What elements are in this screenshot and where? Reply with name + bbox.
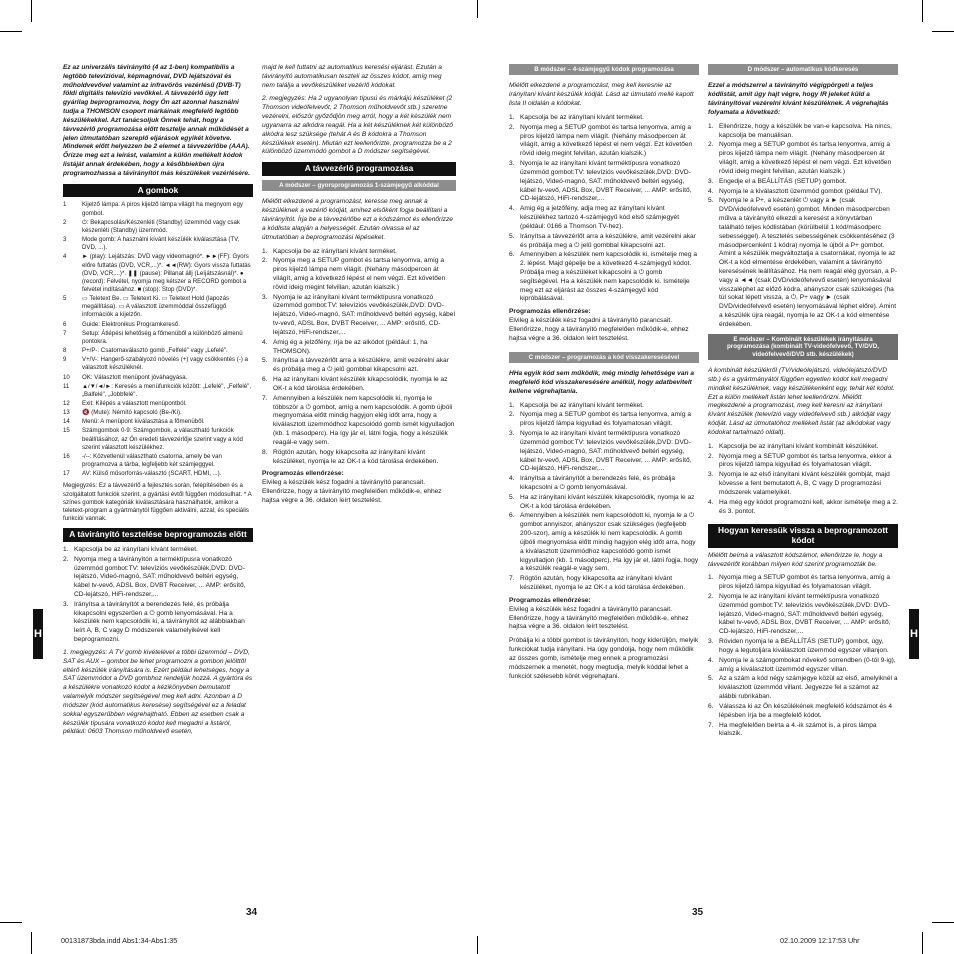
list-item-number: 9	[63, 356, 67, 364]
list-item	[63, 427, 253, 451]
list-item-text: Nyomja le az irányítani kívánt terméktípusra vonatkozó üzemmód gombot:TV: televíziós vevőkészülék,DVD: DVD-lejátszó, Videó-magnó, SAT: műholdvevő beltéri egység, kábel tv-vevő, ADSL Box, DVBT Receiver, ... AMP: erősítő, CD-lejátszó, HiFi-rendszer,...	[719, 592, 891, 636]
list-item-number: 1.	[262, 247, 268, 255]
list-item-number: 14	[63, 418, 70, 426]
list-item	[509, 124, 699, 159]
list-item-text: Irányítsa a távvezérlőt arra a készülékre, amit vezérelni akar és próbálja meg a ⏻ jelű gombbal kikapcsolni azt.	[520, 232, 696, 249]
list-item	[509, 430, 699, 474]
list-item-text: V+/V-: Hangerő-szabályozó növelés (+) vagy csökkentés (-) a választott készüléknél.	[82, 356, 248, 372]
method-d-steps	[708, 123, 898, 330]
list-item	[63, 253, 253, 294]
list-item	[708, 123, 898, 141]
list-item	[509, 575, 699, 593]
buttons-list	[63, 201, 253, 478]
method-b-intro: Miélőtt elkezdené a programozást, meg kell keresnie az irányítani kívánt készülék kódját. Lásd az útmutató mellé kapott lista II oldalán a kódokat.	[509, 82, 694, 108]
list-item-number: 3.	[708, 177, 714, 185]
list-item	[63, 383, 253, 399]
list-item-number: 2	[63, 218, 67, 226]
list-item	[63, 356, 253, 372]
list-item-text: -/--: Közvetlenül választható csatorna, amely be van programozva a tárba, legfeljebb két számjeggyel.	[82, 452, 222, 469]
list-item-text: Nyomja meg a SETUP gombot és tartsa lenyomva, ekkor a piros kijelző lámpa kigyullad és folyamatosan világít.	[719, 452, 892, 469]
list-item-number: 1.	[509, 401, 515, 409]
list-item-text: Nyomja le a számgombokat növekvő sorrendben (0-tól 9-ig), amíg a kiválasztott üzemmód egyszer villan.	[719, 656, 896, 673]
intro-text: Ez az univerzális távirányító (4 az 1-ben) kompatibilis a legtöbb televízióval, képmagnóval, DVD lejátszóval és műholdvevővel valamint az infravörös vezérlésű (DVB-T) földi digitális televízió vevőkkel. A távvezérlő úgy lett gyárilag beprogramozva, hogy Ön azt azonnal használni tudja a THOMSON csoport márkáinak megfelelő legtöbb készülékekkel. Azt tanácsoljuk Önnek tehát, hogy a távvezérlő programozása előtt tesztelje annak működését a jelen útmutatóban szereplő eljárások egyikét követve. Mindenek előtt helyezzen be 2 elemet a távvezérlőbe (AAA). Őrizze meg ezt a leírást, valamint a külön mellékelt kódok listáját annak érdekében, hogy a későbbiekben újra programozhassa a távirányítót más készülékek vezérlésére.	[63, 64, 250, 177]
list-item-number: 4.	[262, 338, 268, 346]
list-item-text: Amennyiben a készülék nem kapcsolódik ki, ismételje meg a 2. lépést. Majd gépelje be a következő 4-számjegyű kódot. Próbálja meg a készüléket kikapcsolni a ⏻ gomb segítségével. Ha a készülék nem kapcsolódik ki. Ismételje meg ezt az eljárást az összes 4-számjegyű kód kipróbálásával.	[520, 251, 698, 303]
list-item-number: 5.	[708, 675, 714, 683]
method-b-heading: B módszer – 4-számjegyű kódok programozása	[509, 64, 699, 75]
list-item-text: Rögtön azután, hogy kikapcsolta az irányítani kívánt készüléket, nyomja le az OK-t a kód tárolása érdekében.	[520, 575, 686, 592]
crop-mark	[31, 0, 32, 22]
list-item	[708, 703, 898, 721]
list-item-number: 5.	[509, 232, 515, 240]
list-item-number: 1.	[63, 545, 69, 553]
list-item-text: Irányítsa a távirányítót a berendezés felé, és próbálja kikapcsolni egyszerűen a ⏻ gomb lenyomásával. Ha a készülék nem kapcsolódik ki, a távirányítót az alábbiakban leírt A, B, C vagy D módszerek valamelyikével kell beprogramozni.	[74, 600, 245, 644]
language-tab-right: H	[909, 609, 919, 659]
list-item-number: 6	[63, 320, 67, 328]
programming-heading: A távvezérlő programozása	[262, 162, 456, 176]
list-item-number: 1	[63, 201, 67, 209]
list-item	[63, 453, 253, 469]
list-item	[63, 400, 253, 408]
list-item-number: 7.	[262, 394, 268, 402]
search-steps	[708, 574, 898, 739]
list-item-number: 5.	[708, 197, 714, 205]
list-item	[262, 257, 456, 292]
list-item	[708, 453, 898, 471]
list-item-number: 6.	[509, 251, 515, 259]
list-item	[509, 205, 699, 231]
method-c-extra: Próbálja ki a többi gombot is távirányítón, hogy kiderüljön, melyik funkciókat tudja irányítani. Ha úgy gondolja, hogy nem működik az összes gomb, ismételje meg ennek a programozási módszernek a menetét, hogy megtudja, melyik kóddal lehet a funkciót szélesebb körét végrehajtani.	[509, 637, 699, 680]
list-item-number: 2.	[708, 592, 714, 600]
method-c-check: Elvileg a készülék kész fogadni a távirányító parancsait. Ellenőrizze, hogy a távirányító megfelelően működik-e, ehhez hajtsa végre a 36. oldalon leírt tesztelést.	[509, 605, 689, 631]
list-item-number: 2.	[63, 555, 69, 563]
list-item-text: Számgombok 0-9: Számgombok, a választható funkciók beállításához, az Ön eredeti távvezérlője szerint vagy a kód szerint választott készülékhez.	[82, 427, 243, 451]
list-item-text: Guide: Elektronikus Programkereső.	[82, 320, 180, 328]
column-2	[262, 64, 456, 511]
list-item	[63, 418, 253, 426]
list-item-text: Amennyiben a készülék nem kapcsolódik ki, nyomja le többször a ⏻ gombot, amíg a nem kapcsolódik. A gomb újbóli megnyomása előtt mindig hagyjon elég időt arra, hogy a kiválasztott üzemmódhoz kapcsolódó gomb ismét kigyulladjon (kb. 1 másodperc). Ha így jár el, látni fogja, hogy a készülék reagál-e vagy sem.	[273, 394, 455, 446]
list-item-text: Nyomja meg a SETUP gombot és tartsa lenyomva, amíg a piros kijelző lámpa nem világít. (Nehány másodpercen át világít, amig a következő lépést el nem végzi. Ezt követően rövid ideig megint felvillan, azután kialszik.)	[719, 141, 892, 175]
method-b-check: Elvileg a készülék kész fogadni a távirányító parancsait. Ellenőrizze, hogy a távirányító megfelelően működik-e, ehhez hajtsa végre a 36. oldalon leírt tesztelést.	[509, 317, 689, 342]
list-item-text: Nyomja meg a SETUP gombot és tartsa lenyomva, amíg a piros kijelző lámpa nem világít. (Nehány másodpercen át világít, amig a következő lépést el nem végzi. Ezt követően rövid ideig megint felvillan, azután kialszik.)	[273, 257, 446, 291]
method-b-check-heading: Programozás ellenőrzése:	[509, 308, 591, 316]
search-intro: Miélőtt beírná a választott kódszámot, ellenőrizze le, hogy a távvezérlőt korábban milyen kód szerint programozták be.	[708, 551, 883, 568]
list-item-text: Nyomja le az irányítani kívánt terméktípusra vonatkozó üzemmód gombot:TV: televíziós vevőkészülék,DVD: DVD-lejátszó, Videó-magnó, SAT: műholdvevő beltéri egység, kábel tv-vevő, ADSL Box, DVBT Receiver, ... AMP: erősítő, CD-lejátszó, HiFi-rendszer,...	[273, 293, 455, 336]
list-item-text: Kapcsolja be az irányítani kívánt terméket.	[520, 113, 644, 121]
list-item-text: Nyomja le a kiválasztott üzemmód gombot (például TV).	[719, 187, 883, 195]
list-item	[63, 201, 253, 217]
list-item-text: Engedje el a BEÁLLÍTÁS (SETUP) gombot.	[719, 177, 847, 185]
list-item-text: Exit: Kilépés a választott menüpontból.	[82, 400, 187, 408]
method-d-intro: Ezzel a módszerrel a távirányító végigpörgeti a teljes kódlistát, amit úgy hajt végre, hogy IR jeleket küld a távirányítóval vezérelni kívánt készüléknek. A végrehajtás folyamata a következő:	[708, 82, 889, 116]
crop-mark	[932, 31, 954, 32]
method-a-intro: Miélőtt elkezdené a programozást, keresse meg annak a készüléknek a vezérlő kódját, amihez elsőként fogja beállítani a távirányítót. Írja be a távvezérlőbe ezt a kódszámot és ellenőrizze a kódlista alapján a helyességét. Ezután olvassa el az útmutatóban a beprogramozási lépéseket.	[262, 198, 453, 241]
list-item-number: 8.	[262, 448, 268, 456]
list-item-text: Ha még egy kódot programozni kell, akkor ismételje meg a 2. és 3. pontot.	[719, 498, 898, 515]
list-item-number: 4.	[708, 656, 714, 664]
list-item-number: 15	[63, 427, 70, 435]
list-item-number: 6.	[509, 512, 515, 520]
list-item-number: 3.	[708, 638, 714, 646]
list-item-text: Nyomja meg a SETUP gombot és tartsa lenyomva, amíg a piros kijelző lámpa kigyullad és folyamatosan világít.	[719, 574, 891, 591]
list-item	[708, 574, 898, 592]
list-item	[708, 499, 898, 517]
list-item-text: Irányítsa a távirányítót a berendezés felé, és próbálja kikapcsolni a ⏻ gomb lenyomásával.	[520, 475, 676, 491]
list-item-number: 6.	[262, 376, 268, 384]
footer-timestamp: 02.10.2009 12:17:53 Uhr	[780, 936, 860, 945]
list-item-text: Irányítsa a távvezérlőt arra a készülékre, amit vezérelni akar és próbálja meg a ⏻ jelű gombbal kikapcsolni azt.	[273, 357, 449, 374]
list-item	[63, 236, 253, 252]
list-item	[708, 141, 898, 176]
test-note: 1. megjegyzés: A TV gomb kivételével a többi üzemmód – DVD, SAT és AUX – gombot be lehet programozni a gombon jelölttől eltérő készülék irányítására is. Ezért például lehetséges, hogy a SAT üzemmódot a DVD gombhoz rendeljük hozzá. A gyártóra és a készülékre vonatkozó kódot a kézikönyvben bemutatott valamelyik módszer segítségével meg kell adni. Azonban a D módszer (kód automatikus keresése) segítségével ez a feladat sokkal egyszerűbben végrehajtható. Ebben az esetben csak a készülék típusára vonatkozó kódot kell megadni a listáról, például: 0603 Thomson műholdvevő esetén,	[63, 648, 253, 736]
list-item	[708, 593, 898, 637]
list-item-number: 16	[63, 452, 70, 460]
crop-mark	[0, 922, 22, 923]
list-item	[708, 638, 898, 656]
list-item-number: 6.	[708, 702, 714, 710]
list-item-number: 7	[63, 329, 67, 337]
list-item	[63, 219, 253, 235]
page-number-right: 35	[692, 907, 704, 918]
list-item-text: ► (play): Lejátszás: DVD vagy videomagnó*. ►►(FF): Gyors előre futtatás (DVD, VCR,...)*. ◄◄(RW): Gyors vissza futtatás (DVD, VCR,...)*. ❚❚ (pause): Pillanat állj (Leíjátszásnál)*. ● (record): Felvétel, nyomja meg kétszer a RECORD gombot a felvétel indításához. ■ (stop): Stop (DVD)*.	[82, 253, 251, 293]
column-4	[708, 64, 898, 743]
list-item	[262, 339, 456, 357]
list-item-text: Nyomja meg a távirányítón a terméktípusra vonatkozó üzemmód gombot:TV: televíziós vevőkészülék,DVD: DVD-lejátszó, Videó-magnó, SAT: műholdvevő beltéri egység, kábel tv-vevő, ADSL Box, DVBT Receiver, ... AMP: erősítő, CD-lejátszó, HiFi-rendszer,...	[74, 555, 246, 598]
page-number-left: 34	[246, 907, 258, 918]
list-item	[708, 675, 898, 701]
list-item	[509, 411, 699, 429]
list-item	[708, 443, 898, 452]
list-item	[262, 376, 456, 394]
list-item-text: Kapcsolja be az irányítani kívánt kombinált készüléket.	[719, 442, 879, 450]
list-item-number: 4.	[708, 187, 714, 195]
list-item	[262, 395, 456, 448]
footer-file-info: 00131873bda.indd Abs1:34-Abs1:35	[61, 936, 178, 945]
list-item-number: 3.	[63, 600, 69, 608]
list-item-number: 2.	[509, 123, 515, 131]
list-item-text: Válassza ki az Ön készülékének megfelelő kódszámot és 4 lépésben írja be a megfelelő kódot.	[719, 702, 892, 719]
list-item-number: 1.	[708, 442, 714, 450]
list-item-text: Amig ég a jelzőfény, adja meg az irányítani kívánt készülékhez tartozó 4-számjegyű kód első számjegyét (például: 0166 a Thomson TV-hez).	[520, 205, 680, 230]
list-item	[262, 357, 456, 375]
crop-mark	[31, 932, 32, 954]
search-heading: Hogyan keressük vissza a beprogramozott kódot	[708, 524, 898, 547]
list-item-number: 3.	[509, 160, 515, 168]
list-item-text: Ha az irányítani kívánt készülék kikapcsolódik, nyomja le az OK-t a kód tárolása érdekében.	[273, 376, 448, 392]
method-b-steps	[509, 114, 699, 304]
list-item-text: Kapcsolja be az irányítani kívánt terméket.	[520, 401, 644, 409]
list-item	[63, 321, 253, 329]
method-e-heading: E módszer – Kombinált készülékek irányítására programozása (kombinált TV-videófelvevő, TV/DVD, videófelvevő/DVD stb. készülékek)	[708, 334, 898, 360]
list-item-text: Ellenőrizze, hogy a készülék be van-e kapcsolva. Ha nincs, kapcsolja be manuálisan.	[719, 122, 892, 139]
list-item-text: Setup: Átlépési lehetőség a főmenüből a különböző almenü pontokra.	[82, 329, 243, 345]
list-item-text: Nyomja le az irányítani kívánt terméktípusra vonatkozó üzemmód gombot:TV: televíziós vevőkészülék,DVD: DVD-lejátszó, Videó-magnó, SAT: műholdvevő beltéri egység, kábel tv-vevő, ADSL Box, DVBT Receiver, ... AMP: erősítő, CD-lejátszó, HiFi-rendszer,...	[520, 430, 692, 473]
list-item-text: Nyomja meg a SETUP gombot és tartsa lenyomva, amíg a piros kijelző lámpa kigyullad és folyamatosan világít.	[520, 411, 692, 428]
list-item-text: Amig ég a jelzőfény, írja be az alkódot (például: 1, ha THOMSON).	[273, 338, 428, 355]
method-a-steps	[262, 248, 456, 467]
crop-mark	[477, 936, 478, 954]
list-item	[63, 601, 253, 645]
list-item	[63, 374, 253, 382]
list-item-text: OK: Választott menüpont jóváhagyása.	[82, 373, 188, 381]
list-item-number: 2.	[509, 411, 515, 419]
list-item-number: 3.	[509, 430, 515, 438]
list-item-number: 3	[63, 236, 67, 244]
crop-mark	[0, 31, 22, 32]
list-item	[509, 251, 699, 304]
method-c-steps	[509, 402, 699, 593]
list-item-text: ▭ Teletext Be. ▭ Teletext Ki. ▭ Teletext Hold (lapozás megállítása). ▭ A választott üzemmóddal összefüggő információk a kijelzőn.	[82, 295, 230, 319]
list-item-text: P+/P-: Csatornaválasztó gomb „Felfelé" vagy „Lefelé".	[82, 347, 228, 355]
list-item-number: 4.	[708, 498, 714, 506]
list-item-number: 10	[63, 373, 70, 381]
list-item-number: 8	[63, 347, 67, 355]
list-item	[708, 197, 898, 329]
list-item-text: ⏻: Bekapcsolás/Készenléti (Standby) üzemmód vagy csak készenléti (Standby) üzemmód.	[82, 218, 240, 234]
list-item-number: 5.	[262, 357, 268, 365]
list-item-text: Ha az irányítani kívánt készülék kikapcsolódik, nyomja le az OK-t a kód tárolása érdekében.	[520, 493, 695, 510]
list-item-text: Menü: A menüpont kiválasztása a főmenüből.	[82, 418, 205, 426]
note-2: 2. megjegyzés: Ha 2 ugyanolyan típusú és márkájú készüléket (2 Thomson videófelvevőt, 2 Thomson műholdvevőt stb.) szeretne vezérelni, először győződjön meg arról, hogy a két készülék nem ugyanarra az alkódra reagál. Ha a két készüléknek két különböző alkódra lesz szüksége (tehát A és B kódokra a Thomson készülékek esetén). Miután ezt leellenőrizte, programozza be a 2 különböző üzemmódó gombot a D módszer segítségével.	[262, 95, 453, 156]
list-item-text: Rögtön azután, hogy kikapcsolta az irányítani kívánt készüléket, nyomja le az OK-t a kód tárolása érdekében.	[273, 448, 439, 465]
list-item	[708, 657, 898, 675]
list-item-text: Kapcsolja be az irányítani kívánt terméket.	[74, 545, 198, 553]
list-item	[708, 178, 898, 187]
list-item-text: Nyomja le az irányítani kívánt terméktípusra vonatkozó üzemmód gombot:TV: televíziós vevőkészülék,DVD: DVD-lejátszó, Videó-magnó, SAT: műholdvevő beltéri egység, kábel tv-vevő, ADSL Box, DVBT Receiver, ... AMP: erősítő, CD-lejátszó, HiFi-rendszer,...	[520, 160, 692, 203]
method-c-heading: C módszer – programozás a kód visszakeresésével	[509, 352, 699, 363]
list-item-number: 4.	[509, 475, 515, 483]
list-item-number: 2.	[708, 452, 714, 460]
crop-mark	[932, 922, 954, 923]
list-item-number: 7.	[509, 575, 515, 583]
list-item	[509, 402, 699, 411]
list-item	[262, 449, 456, 467]
crop-mark	[922, 0, 923, 22]
list-item-text: Amennyiben a készülék nem kapcsolódott ki, nyomja le a ⏻ gombot annyiszor, ahányszor csak szükséges (legfeljebb 200-szor), amíg a készülék ki nem kapcsolódik. A gomb újbóli megnyomása előtt mindig hagyjon elég időt arra, hogy a kiválasztott üzemmódhoz kapcsolódó gomb ismét kigyulladjon (kb. 1 másodperc). Ha így jár el, látni fogja, hogy a készülék reagál-e vagy sem.	[520, 512, 699, 573]
list-item	[63, 470, 253, 478]
list-item-text: Mode gomb: A használni kívánt készülék kiválasztása (TV, DVD, ...).	[82, 236, 240, 252]
list-item-number: 1.	[509, 113, 515, 121]
column-1	[63, 64, 253, 742]
method-e-steps	[708, 443, 898, 517]
list-item-text: Kijelző lámpa: A piros kijelző lámpa világít ha megnyom egy gombot.	[82, 201, 243, 217]
list-item	[509, 233, 699, 251]
list-item-number: 17	[63, 470, 70, 478]
list-item	[63, 295, 253, 319]
list-item	[63, 556, 253, 600]
list-item-text: AV: Külső műsorforrás-választó (SCART, HDMI, ...).	[82, 470, 222, 478]
list-item	[63, 330, 253, 346]
buttons-heading: A gombok	[63, 184, 253, 198]
list-item-number: 4	[63, 253, 67, 261]
list-item	[63, 546, 253, 555]
column-3	[509, 64, 699, 686]
list-item	[262, 294, 456, 338]
list-item	[708, 188, 898, 197]
list-item	[509, 512, 699, 574]
list-item-text: Kapcsolja be az irányítani kívánt terméket.	[273, 247, 397, 255]
list-item-number: 2.	[262, 257, 268, 265]
list-item	[509, 494, 699, 512]
list-item	[509, 475, 699, 493]
list-item	[262, 248, 456, 257]
list-item-text: Nyomja meg a SETUP gombot és tartsa lenyomva, amíg a piros kijelző lámpa nem világít. (Nehány másodpercen át világít, amig a következő lépést el nem végzi. Ezt követően rövid ideig megint felvillan, azután kialszik.)	[520, 123, 693, 158]
method-e-intro: A kombinált készülékről (TV/videólejátszó, videólejátszó/DVD stb.) és a gyártmányától függően egyetlen kódot kell megadni mindkét készüléknek, vagy készülékenként egy, tehát két kódot. Ezt a külön mellékelt listán lehet leellenőrizni. Miélőtt megkezdené a programozást, meg kell keresni az irányítani kívánt készülék (televízió vagy videófelvevő stb.) alkódját vagy kódját. Lásd az útmutatóhoz mellékelt listát (az alkódokat vagy kódokat tartalmazó oldalt).	[708, 367, 895, 436]
list-item-number: 3.	[708, 471, 714, 479]
list-item-text: ▲/▼/◄/►: Keresés a menüfunkciók között: „Lefelé", „Felfelé", „Balfelé", „Jobbfelé".	[82, 382, 252, 398]
test-steps	[63, 546, 253, 645]
list-item-number: 4.	[509, 205, 515, 213]
list-item	[708, 471, 898, 497]
crop-mark	[477, 0, 478, 18]
method-a-check: Elvileg a készülék kész fogadni a távirányító parancsait. Ellenőrizze, hogy a távirányító megfelelően működik-e, ehhez hajtsa végre a 36. oldalon leírt tesztelést.	[262, 479, 442, 504]
crop-mark	[922, 932, 923, 954]
list-item-number: 12	[63, 400, 70, 408]
list-item	[708, 722, 898, 740]
list-item-number: 5	[63, 295, 67, 303]
col2-intro: majd le kell futtatni az automatikus keresési eljárást. Ezután a távirányító automatikusan teszteli az összes kódot, amíg meg nem találja a vevőkészüléket vezérlő kódokat.	[262, 64, 442, 89]
method-c-intro: HHa egyik kód sem működik, még mindig lehetősége van a megfelelő kód visszakeresésére anélkül, hogy adatbevitelt kellene végrehajtania.	[509, 370, 695, 395]
method-c-check-heading: Programozás ellenőrzése:	[509, 596, 591, 604]
list-item-number: 7.	[708, 721, 714, 729]
list-item	[509, 160, 699, 204]
language-tab-left: H	[33, 609, 43, 659]
list-item	[509, 114, 699, 123]
list-item-text: Nyomja le a P+, a készenlét ⏻ vagy a ► (csak DVD/videófelvevő esetén) gombot. Minden másodpercben műlva a távirányító elkezdi a keresést a könyvtárban található teljes kódlistában (körülbelül 1 kód/másodperc sebességgel). A tesztelés sebességének csökkentéséhez (3 másodpercenként 1 kódra) nyomja le újból a P+ gombot. Amint a készülék megváltoztatja a csatornákat, nyomja le az OK-t a kód elmentése érdekében, valamint a távirányító keresésének leállításához. Ha nem reagál elég gyorsan, a P- vagy a ◄◄ (csak DVD/videófelvevő esetén) lenyomásával visszaléphet az előző kódra, ahányszor csak szükséges (ha túl sokat lépett vissza, a ⏻, P+ vagy ► (csak DVD/videófelvevő esetén) lenyomásával léphet előre). Amint a készülék újra reagál, nyomja le az OK-t a kód elmentése érdekében.	[719, 197, 898, 328]
buttons-note: Megjegyzés: Ez a távvezérlő a fejlesztés során, felépítésében és a szolgáltatott funkciók szerint, a gyártási évtől függően módosulhat. * A színes gombok kategóriák kiválasztására használhatók, amikor a teletext-program a gyártmánytól függően aktiválni, azzal, és speciális funkciói vannak.	[63, 482, 252, 523]
list-item-text: Az a szám a kód négy számjegye közül az első, amelyiknél a kiválasztott üzemmód villant. Jegyezze fel a számot az alábbi rubrikában.	[719, 675, 898, 701]
list-item	[63, 347, 253, 355]
list-item-number: 1.	[708, 122, 714, 130]
method-d-heading: D módszer – automatikus kódkeresés	[708, 64, 898, 75]
method-a-check-heading: Programozás ellenőrzése:	[262, 470, 344, 478]
method-a-heading: A módszer – gyorsprogramozás 1-számjegyű alkóddal	[262, 180, 456, 191]
list-item-number: 11	[63, 382, 70, 390]
list-item-number: 5.	[509, 493, 515, 501]
list-item-text: 🔇 (Mute): Némító kapcsoló (Be-/Ki).	[82, 409, 182, 417]
list-item-number: 13	[63, 409, 70, 417]
list-item-text: Röviden nyomja le a BEÁLLÍTÁS (SETUP) gombot, úgy, hogy a legutoljára kiválasztott üzemmód egyszer villanjon.	[719, 638, 889, 654]
list-item-text: Ha megfelelően beírta a 4.-ik számot is, a piros lámpa kialszik.	[719, 721, 877, 738]
list-item	[63, 409, 253, 417]
list-item-number: 2.	[708, 141, 714, 149]
list-item-text: Nyomja le az első irányítani kívánt készülék gombját, majd kövesse a fent bemutatott A, B, C vagy D programozási módszerek valamelyikét.	[719, 471, 890, 496]
list-item-number: 1.	[708, 574, 714, 582]
test-heading: A távirányító tesztelése beprogramozás előtt	[63, 528, 253, 542]
list-item-number: 3.	[262, 293, 268, 301]
